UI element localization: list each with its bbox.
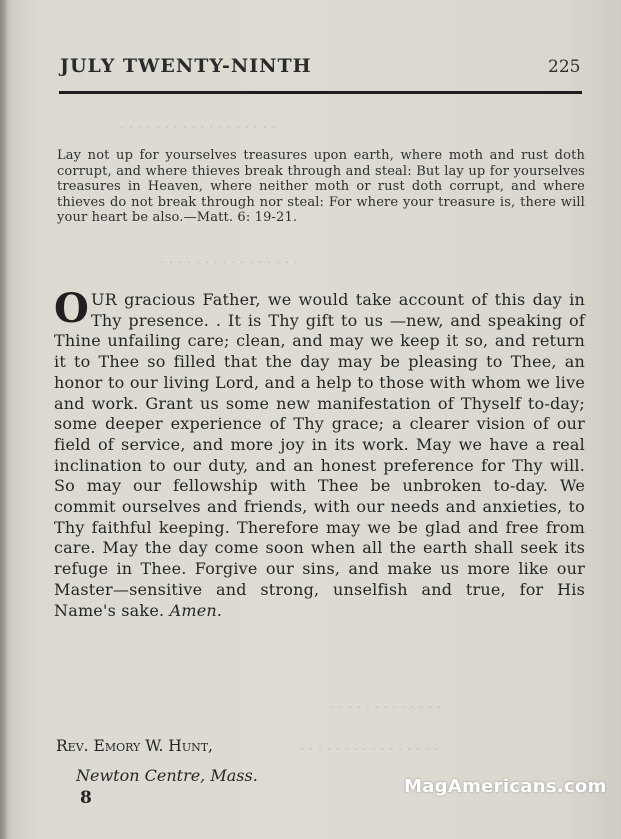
show-through-decoration: · · · · · · · · · · · · · · · · (160, 255, 298, 271)
header-rule (59, 91, 582, 94)
page-gutter-shadow (0, 0, 8, 839)
author-name: Rev. Emory W. Hunt, (56, 737, 213, 755)
signature-number: 8 (80, 788, 92, 808)
prayer-lead-caps: UR (91, 290, 117, 309)
prayer-paragraph (54, 285, 585, 621)
prayer-body: gracious Father, we would take account of this day in Thy presence. . It is Thy gift to us —new, and speaking of Thine unfailing care; clean, and may we keep it so, and return it to Thee so filled that the day may be pleasing to Thee, an honor to our living Lord, and a help to those with whom we live and work. Grant us some new manifestation of Thyself to-day; some deeper experience of Thy grace; a clearer vision of our field of service, and more joy in its work. May we have a real inclination to our duty, and an honest preference for Thy will. So may our fellowship with Thee be unbroken to-day. We commit ourselves and friends, with our needs and anxieties, to Thy faithful keeping. Therefore may we be glad and free from care. May the day come soon when all the earth shall seek its refuge in Thee. Forgive our sins, and make us more like our Master—sensitive and strong, unselfish and true, for His Name's sake. (54, 290, 585, 620)
drop-cap-letter: O (54, 285, 90, 332)
show-through-decoration: · · · · · · · · · · · · · · · · · · (120, 120, 276, 136)
scripture-verse: Lay not up for yourselves treasures upon earth, where moth and rust doth corrupt, and where thieves break through and steal: But lay up for yourselves treasures in Heaven, where neither moth or rust doth corrupt, and where thieves do not break through nor steal: For where your treasure is, there will your heart be also.—Matt. 6: 19-21. (57, 148, 585, 226)
author-location: Newton Centre, Mass. (76, 766, 258, 785)
watermark: MagAmericans.com (404, 776, 607, 797)
prayer-amen: Amen. (169, 600, 223, 620)
page-number: 225 (548, 57, 581, 77)
show-through-decoration: · · · · · · · · · · · · · · · · (300, 742, 438, 758)
show-through-decoration: · · · · · · · · · · · · · (330, 700, 442, 716)
page-title: JULY TWENTY-NINTH (60, 55, 312, 77)
